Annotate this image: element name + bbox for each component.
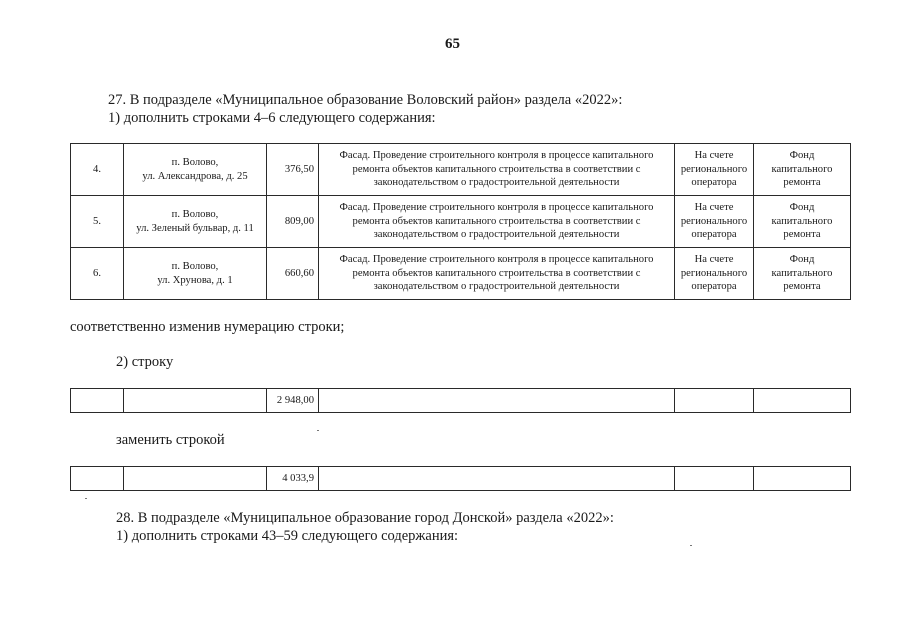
empty-cell [754,389,851,413]
account-line: оператора [691,229,737,241]
account-line: оператора [691,177,737,189]
empty-cell [71,389,124,413]
work-line: Фасад. Проведение строительного контроля в процессе капитального [339,150,654,162]
row-address [124,248,267,300]
account-line: На счете [694,254,734,266]
row-number: 6. [71,248,124,300]
address-line: п. Волово, [171,260,219,272]
account-line: регионального [680,163,748,175]
old-total-value: 2 948,00 [267,389,319,413]
fund-line: ремонта [783,177,821,189]
row-account [675,196,754,248]
row-sum: 660,60 [267,248,319,300]
address-line: ул. Хрунова, д. 1 [157,274,233,286]
empty-cell [675,389,754,413]
address-line: п. Волово, [171,156,219,168]
account-line: На счете [694,202,734,214]
row-work-description [319,196,675,248]
row-address [124,196,267,248]
address-line: ул. Александрова, д. 25 [142,170,248,182]
account-line: регионального [680,215,748,227]
empty-cell [124,467,267,491]
work-line: законодательством о градостроительной деятельности [373,229,620,241]
account-line: оператора [691,281,737,293]
new-total-row-table [70,466,851,491]
item-27-heading: 27. В подразделе «Муниципальное образование Воловский район» раздела «2022»: [108,92,623,108]
row-fund [754,144,851,196]
work-line: ремонта объектов капитального строительства в соответствии с [352,267,641,279]
fund-line: ремонта [783,229,821,241]
table-row [71,248,851,300]
renumber-note: соответственно изменив нумерацию строки; [70,319,345,335]
row-work-description [319,248,675,300]
scan-speck [690,545,692,546]
added-rows-table [70,143,851,300]
old-total-row-table [70,388,851,413]
row-address [124,144,267,196]
row-fund [754,248,851,300]
fund-line: Фонд [789,202,815,214]
empty-cell [675,467,754,491]
fund-line: Фонд [789,150,815,162]
account-line: регионального [680,267,748,279]
work-line: ремонта объектов капитального строительства в соответствии с [352,163,641,175]
row-sum: 376,50 [267,144,319,196]
address-line: ул. Зеленый бульвар, д. 11 [136,222,254,234]
new-total-value: 4 033,9 [267,467,319,491]
scan-speck [85,498,87,499]
work-line: Фасад. Проведение строительного контроля в процессе капитального [339,202,654,214]
row-work-description [319,144,675,196]
empty-cell [124,389,267,413]
work-line: законодательством о градостроительной деятельности [373,177,620,189]
row-fund [754,196,851,248]
item-28-subitem-1: 1) дополнить строками 43–59 следующего содержания: [116,528,459,544]
item-27-subitem-1: 1) дополнить строками 4–6 следующего содержания: [108,110,436,126]
page-number: 65 [445,36,460,52]
work-line: ремонта объектов капитального строительства в соответствии с [352,215,641,227]
item-27-subitem-2: 2) строку [116,354,174,370]
fund-line: капитального [771,267,833,279]
row-number: 4. [71,144,124,196]
item-28-heading: 28. В подразделе «Муниципальное образование город Донской» раздела «2022»: [116,510,614,526]
empty-cell [319,467,675,491]
fund-line: капитального [771,163,833,175]
scan-speck [317,430,319,431]
fund-line: ремонта [783,281,821,293]
fund-line: капитального [771,215,833,227]
row-account [675,144,754,196]
fund-line: Фонд [789,254,815,266]
table-row [71,467,851,491]
row-sum: 809,00 [267,196,319,248]
row-number: 5. [71,196,124,248]
row-account [675,248,754,300]
address-line: п. Волово, [171,208,219,220]
table-row [71,196,851,248]
table-row [71,389,851,413]
work-line: законодательством о градостроительной деятельности [373,281,620,293]
work-line: Фасад. Проведение строительного контроля в процессе капитального [339,254,654,266]
empty-cell [71,467,124,491]
empty-cell [319,389,675,413]
empty-cell [754,467,851,491]
replace-note: заменить строкой [116,432,225,448]
table-row [71,144,851,196]
account-line: На счете [694,150,734,162]
